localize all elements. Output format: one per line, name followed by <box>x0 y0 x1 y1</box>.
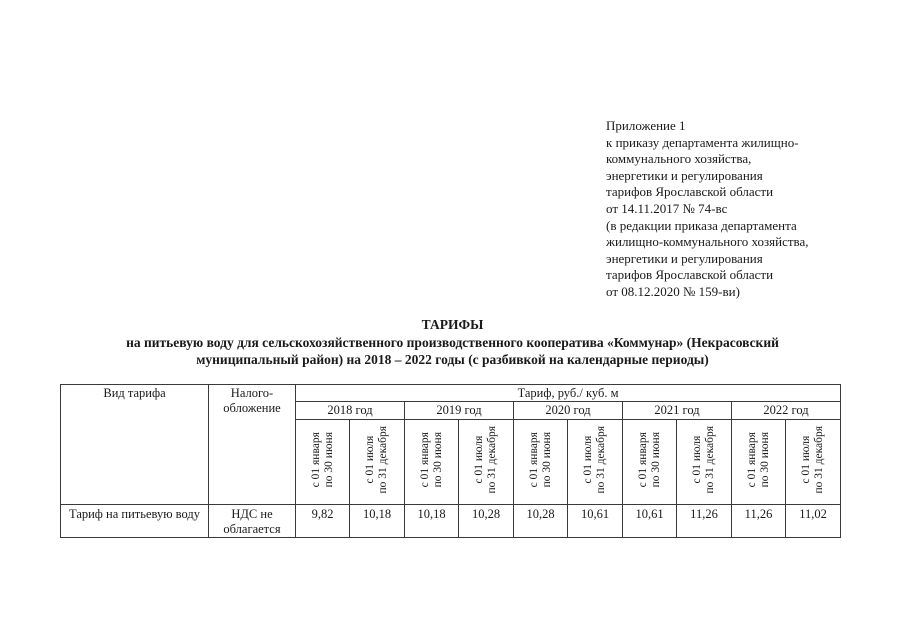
period-second-line-1: с 01 июля <box>582 436 594 484</box>
period-first-line-1: с 01 января <box>309 432 322 488</box>
period-second-line-2: по 31 декабря <box>704 426 716 494</box>
annex-line: от 08.12.2020 № 159-ви) <box>606 283 740 299</box>
period-header-first-half <box>732 420 786 505</box>
period-header-second-half <box>677 420 732 505</box>
row-tariff-type: Тариф на питьевую воду <box>61 505 209 538</box>
period-second-line-2: по 31 декабря <box>595 426 607 494</box>
annex-line: энергетики и регулирования <box>606 250 763 266</box>
period-first-line-1: с 01 января <box>745 432 758 488</box>
row-taxation-line-2: облагается <box>223 522 281 536</box>
document-title <box>0 316 905 369</box>
header-tariff-unit-label: Тариф, руб./ куб. м <box>517 386 619 400</box>
tariff-value-2018-h2: 10,18 <box>350 505 405 538</box>
period-header-first-half <box>623 420 677 505</box>
year-header-2019: 2019 год <box>405 402 514 420</box>
tariff-value-2021-h1: 10,61 <box>623 505 677 538</box>
annex-line: тарифов Ярославской области <box>606 267 774 283</box>
period-second-line-1: с 01 июля <box>364 436 376 484</box>
annex-block <box>606 118 809 301</box>
period-first-line-2: по 30 июня <box>758 432 771 488</box>
period-header-second-half <box>786 420 841 505</box>
tariff-value-2020-h1: 10,28 <box>514 505 568 538</box>
row-taxation <box>209 505 296 538</box>
year-header-2022: 2022 год <box>732 402 841 420</box>
period-second-line-2: по 31 декабря <box>377 426 389 494</box>
year-header-2018: 2018 год <box>296 402 405 420</box>
period-second-line-2: по 31 декабря <box>813 426 826 494</box>
row-taxation-line-1: НДС не <box>231 507 273 521</box>
tariff-value-2022-h2: 11,02 <box>786 505 841 538</box>
annex-line: энергетики и регулирования <box>606 167 763 183</box>
period-header-second-half <box>350 420 405 505</box>
period-first-line-1: с 01 января <box>527 432 540 488</box>
period-header-first-half <box>514 420 568 505</box>
tariff-value-2018-h1: 9,82 <box>296 505 350 538</box>
period-first-line-2: по 30 июня <box>540 432 553 488</box>
annex-line: от 14.11.2017 № 74-вс <box>606 200 728 216</box>
period-second-line-2: по 31 декабря <box>486 426 498 494</box>
title-line-1: на питьевую воду для сельскохозяйственного производственного кооператива «Коммунар» (Некрасовский <box>126 334 779 350</box>
year-header-2021: 2021 год <box>623 402 732 420</box>
period-first-line-2: по 30 июня <box>431 432 444 488</box>
title-line-2: муниципальный район) на 2018 – 2022 годы (с разбивкой на календарные периоды) <box>196 352 709 367</box>
header-tariff-type <box>61 385 209 505</box>
title-heading: ТАРИФЫ <box>421 317 484 332</box>
period-header-second-half <box>568 420 623 505</box>
year-header-2020: 2020 год <box>514 402 623 420</box>
period-first-line-2: по 30 июня <box>649 432 662 488</box>
annex-line: коммунального хозяйства, <box>606 151 752 167</box>
period-header-second-half <box>459 420 514 505</box>
period-second-line-1: с 01 июля <box>800 436 813 484</box>
annex-line: Приложение 1 <box>606 118 686 133</box>
header-taxation-line-2: обложение <box>223 401 281 415</box>
period-second-line-1: с 01 июля <box>473 436 485 484</box>
header-taxation <box>209 385 296 505</box>
period-first-line-2: по 30 июня <box>322 432 335 488</box>
tariff-value-2022-h1: 11,26 <box>732 505 786 538</box>
table-row <box>61 505 841 538</box>
tariff-value-2020-h2: 10,61 <box>568 505 623 538</box>
header-taxation-line-1: Налого- <box>230 386 274 400</box>
annex-line: тарифов Ярославской области <box>606 184 774 200</box>
tariff-value-2021-h2: 11,26 <box>677 505 732 538</box>
tariff-value-2019-h1: 10,18 <box>405 505 459 538</box>
header-tariff-unit <box>296 385 841 402</box>
period-first-line-1: с 01 января <box>636 432 649 488</box>
period-header-first-half <box>296 420 350 505</box>
period-header-first-half <box>405 420 459 505</box>
annex-line: (в редакции приказа департамента <box>606 217 797 233</box>
period-second-line-1: с 01 июля <box>691 436 703 484</box>
tariff-value-2019-h2: 10,28 <box>459 505 514 538</box>
header-tariff-type-label: Вид тарифа <box>103 386 166 400</box>
annex-line: жилищно-коммунального хозяйства, <box>606 234 809 250</box>
period-first-line-1: с 01 января <box>418 432 431 488</box>
annex-line: к приказу департамента жилищно- <box>606 134 799 150</box>
tariff-table <box>60 384 841 538</box>
